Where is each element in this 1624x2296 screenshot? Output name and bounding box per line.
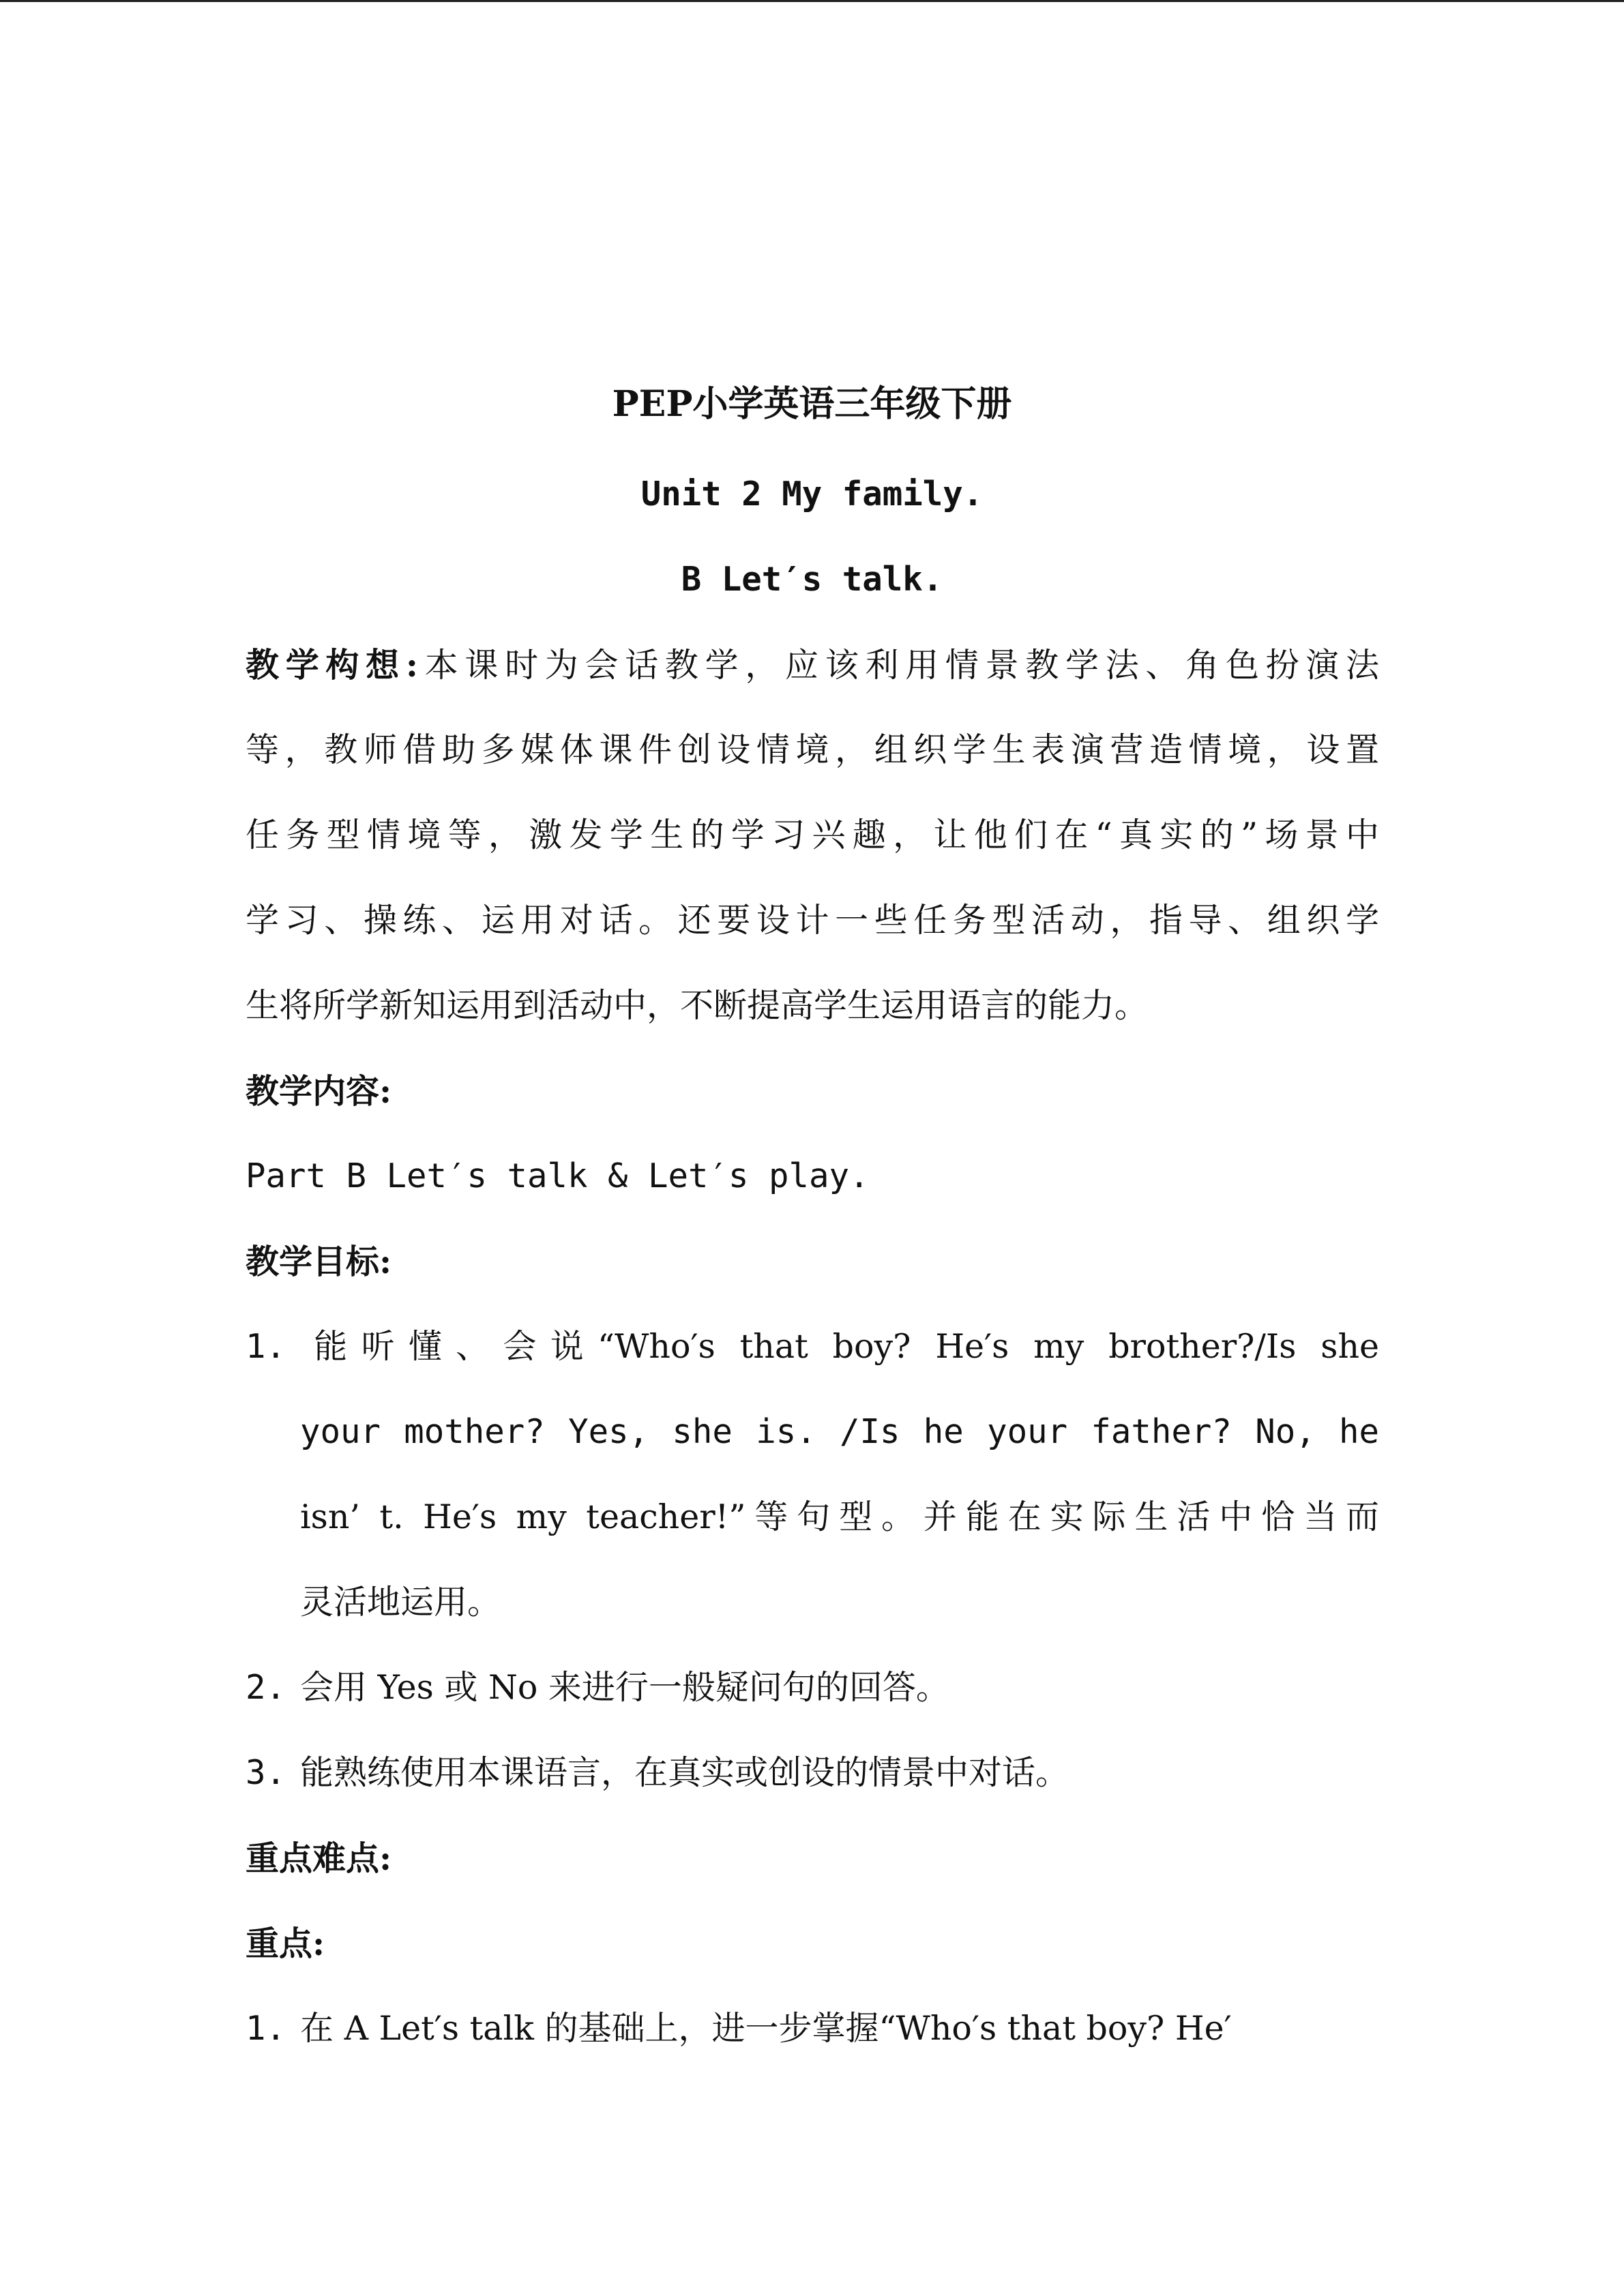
objective-1-line-2: your mother? Yes, she is. /Is he your father? No, he bbox=[300, 1412, 1379, 1451]
unit-title: Unit 2 My family. bbox=[640, 475, 984, 513]
content-label: 教学内容: bbox=[246, 1071, 392, 1111]
objective-1-line-1 bbox=[246, 1326, 1379, 1367]
concept-line-5: 生将所学新知运用到活动中，不断提高学生运用语言的能力。 bbox=[246, 986, 1149, 1025]
objective-2-number: 2. bbox=[246, 1668, 286, 1707]
objectives-label: 教学目标: bbox=[246, 1242, 392, 1281]
objective-3-text: 能熟练使用本课语言，在真实或创设的情景中对话。 bbox=[300, 1753, 1069, 1792]
document-title: PEP小学英语三年级下册 bbox=[612, 383, 1012, 425]
objective-1-line-3: isn’ t. He′s my teacher!”等句型。并能在实际生活中恰当而 bbox=[300, 1497, 1379, 1536]
concept-line-1 bbox=[246, 644, 1379, 686]
concept-label: 教学构想: bbox=[246, 645, 418, 685]
key-difficult-label: 重点难点: bbox=[246, 1838, 392, 1878]
key-point-1 bbox=[246, 2008, 1232, 2049]
objective-2-text: 会用 Yes 或 No 来进行一般疑问句的回答。 bbox=[300, 1668, 949, 1707]
objective-2 bbox=[246, 1667, 949, 1708]
objective-3 bbox=[246, 1753, 1069, 1793]
concept-line-2: 等，教师借助多媒体课件创设情境，组织学生表演营造情境，设置 bbox=[246, 730, 1379, 769]
content-text: Part B Let′s talk & Let′s play. bbox=[246, 1157, 870, 1195]
objective-1-text: 能听懂、会说“Who′s that boy? He′s my brother?/Is she bbox=[300, 1327, 1379, 1366]
key-point-1-number: 1. bbox=[246, 2009, 286, 2048]
concept-text: 本课时为会话教学，应该利用情景教学法、角色扮演法 bbox=[417, 646, 1379, 685]
objective-3-number: 3. bbox=[246, 1753, 286, 1792]
objective-1-number: 1. bbox=[246, 1327, 286, 1366]
objective-1-line-4: 灵活地运用。 bbox=[300, 1583, 501, 1622]
key-label: 重点: bbox=[246, 1924, 325, 1963]
key-point-1-text: 在 A Let′s talk 的基础上，进一步掌握“Who′s that boy? He′ bbox=[300, 2009, 1232, 2048]
concept-line-3: 任务型情境等，激发学生的学习兴趣，让他们在“真实的”场景中 bbox=[246, 816, 1379, 854]
lesson-title: B Let′s talk. bbox=[681, 560, 943, 599]
concept-line-4: 学习、操练、运用对话。还要设计一些任务型活动，指导、组织学 bbox=[246, 901, 1379, 940]
